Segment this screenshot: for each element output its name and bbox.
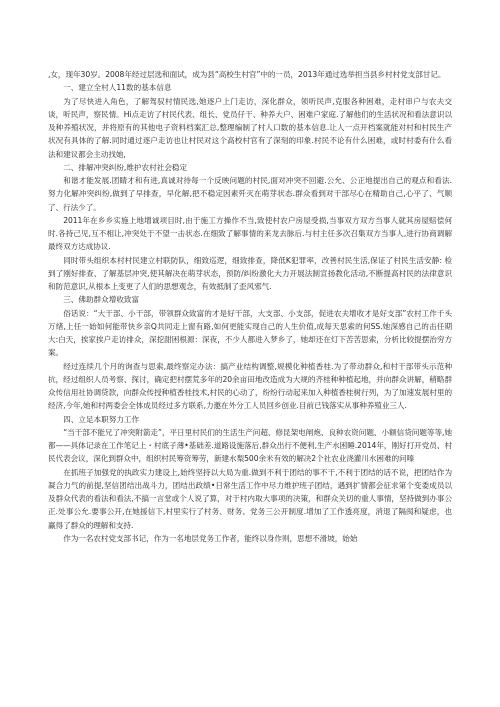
paragraph: 作为一名农村党支部书记，作为一名地层党务工作者，能终以身作则，思想不滑坡，始始 xyxy=(63,533,358,543)
paragraph: 经过连续几个月的询查与思索,最终察定办法：搞产业结构调整,规模化种植香桂.为了带动群众,和村干部带头示范种抗，经过组织人员考察、探讨，确定把村摆荒多年的20余亩田地改造成为大规的齐桂种种植起地，并向群众讲解，稍略群众传信用社协调贷款，向群众传授种植香桂技术,村民的心动了，纷纷行动起来加入种植香桂树行列，为了加速发展村里的经济,今年,她和村两委会全体成员经过多方联系,力邀在外分工人员回乡创业.目前已钱落实从事种养殖业三人. xyxy=(48,361,452,411)
paragraph: 2011年在乡乡实施上地增诚项目时,由于施工方操作不当,致使村农户房屋受损,当事双方双方当事人就其房屋赔偿何时.各持己见,互不相让,冲突处于不望一击状态.在细致了解事情的来龙去脉后.与村主任多次召集双方当事人,进行协商调解最终双方达成协议. xyxy=(48,215,452,252)
section-heading-3: 三、佛助群众增收致富 xyxy=(63,295,140,305)
intro-paragraph: ,女，现年30岁。2008年经过层选和面试，成为县“高校生村官”中的一员，2013年通过选举担当县乡村村党支部甘记。 xyxy=(48,70,446,79)
section-heading-2: 二、排解冲突纠纷,维护农村社会稳定 xyxy=(63,162,188,172)
paragraph: 和谐才能发展.团睛才和有进,真诚对待每一个反映问题的村民,面对冲突不回避.公允、公正地提出自己的观点和看法.努力化解冲突纠纷,做到了早排查，早化解,把不稳定因素歼灭在萌芽状态.群众看到对干部尽心在精助自己,心平了、气顺了、行法少了。 xyxy=(48,176,452,212)
section-heading-1: 一、建立全村人11数的基本信息 xyxy=(63,83,172,93)
section-heading-4: 四、立足本职努力工作 xyxy=(63,414,140,424)
paragraph: 在抓班子加强党的执政实力建设上,始终坚持以大局为重.做到不利于团结的事不干,不利于团结的话不说，把团结作为凝合力气的前提,坚信团结出战斗力，团结出政绩•日常生活工作中尽力维护班子团结，遇到扩情都会征求第个变委成员以及群众代表的看法和看法,不搞一言堂或个人说了算，对于村内取大事项的决策，和群众关切的重人事情，坚持做到办事公正.处事公允.要事公开,在她援信下,村里实行了村务、财务、党务三公开制度.增加了工作透亮度，消退了隔阂和疑虑，也赢得了群众的理解和支持. xyxy=(48,467,452,530)
paragraph: 同时带头组织本村村民建立村联防队，细致巡逻，细致排查，降低K犯罪率，改善村民生活,保证了村民生活安静: 检到了刚好排查、了解基层冲突,使其解决在萌芽状态，预防/纠纷激化大力开展法制宣扬教化活动,不断提高村民的法律意识和防范意识,从根本上变更了人们的思想观念，有效抵制了歪风邪气. xyxy=(48,255,452,291)
paragraph: 俗话说：“大干部、小干部，带领群众致富的才是好干部，大支部、小支部，促进农夫增收才是好支部”农村工作千头万绪,上任一始如何能带快乡亲Q共同走上窗有路,如何更能实现自己的人生价值,成每天思索的何SS.她深感自己的击任期大:白天，挨家挨户走访排众，深挖甜困根源：深夜，不少人都进入梦乡了，她却还在灯下苦苦思索，分析比较提摆治穷方案。 xyxy=(48,308,452,358)
paragraph: “当干部不能兄了冲突附箭走”，平日里村民们的生活生产问超、修昆架电闸炮、良种农资问题、小额信贷问题等等,她都——具体记录在工作笔记上・村底子薄•基础差.道路设施落后,群众出行不便利,生产水困睡.2014年，刚好打开党员、村民代表会议，深化到群众中，组织村民筹资筹劳，新建水梨500余米有效的解决2个社农业浇灌川水困难的问嗪 xyxy=(48,427,452,464)
paragraph: 为了尽快进入角色，了解驾驭村情民选,她逐户上门走访，深化群众，领听民声,克服各种困难，走村串户与农夫交谈，听民声，察民情。Hi点走访了村民代表、组长、党员仔干、种养大户、困难户家庭.了解他们的生活状况和看法意识以及种养殖状况，并将原有的其他电子资料档案汇总,整理编制了村人口数的基本信息.让人一点开档案就能对村和村民生产状况有具体的了解.同时通过逐户走访也让村民对这个高校村官有了深刻的印象.村民不论有什么困难，或时村委有什么看法和建议都会主动找她, xyxy=(48,96,452,159)
